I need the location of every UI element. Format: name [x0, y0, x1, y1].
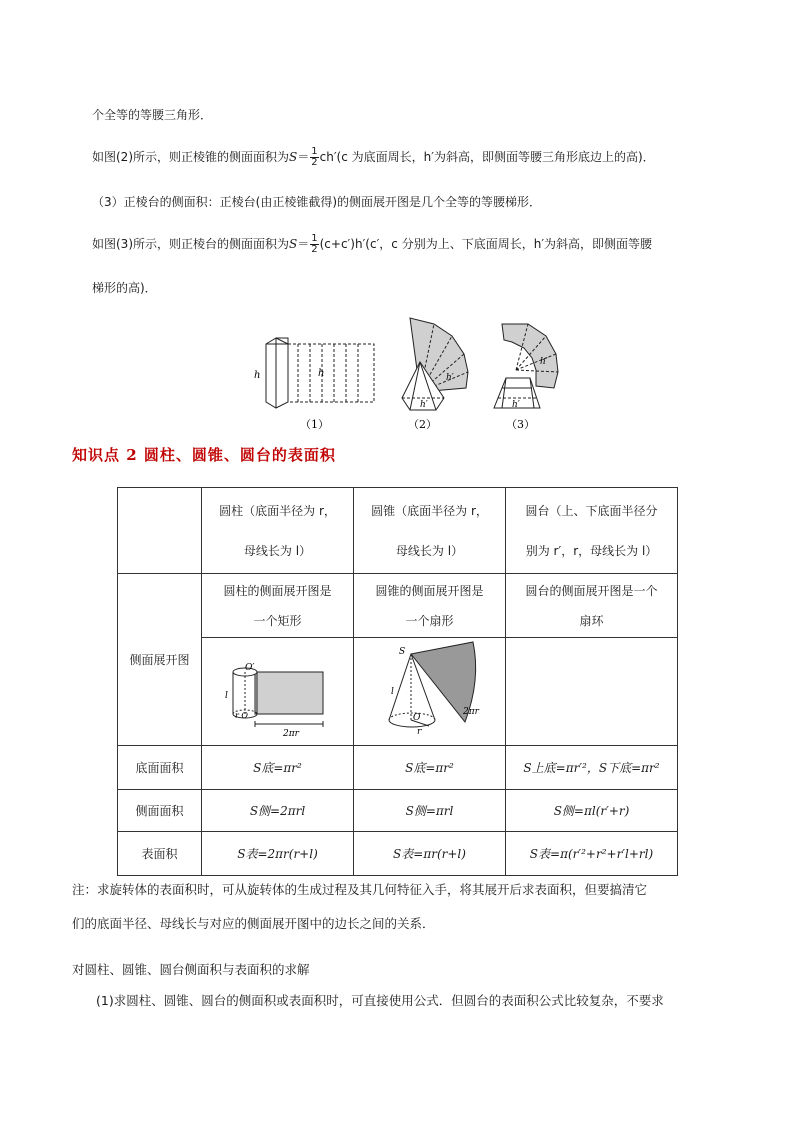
- label-l: l: [390, 687, 394, 697]
- header-line: 圆柱（底面半径为 r，: [219, 503, 336, 518]
- formula-cell: S表=πr(r+l): [354, 832, 506, 876]
- header-line: 母线长为 l）: [395, 543, 464, 558]
- cone-unfold-figure: [355, 640, 505, 740]
- desc-line: 圆柱的侧面展开图是: [223, 583, 332, 598]
- label-hp-3a: h′: [540, 357, 548, 367]
- corner-cell: [118, 488, 202, 574]
- paragraph-line: （3）正棱台的侧面积：正棱台(由正棱锥截得)的侧面展开图是几个全等的等腰梯形．: [92, 195, 542, 209]
- label-s: S: [398, 647, 405, 657]
- header-frustum: [506, 488, 678, 574]
- label-o-prime: O′: [244, 663, 254, 673]
- row-label-unfold: 侧面展开图: [118, 574, 202, 746]
- formula-cell: S底=πr²: [202, 746, 354, 790]
- cylinder-unfold-figure: [203, 640, 353, 740]
- caption-1: （1）: [300, 418, 329, 431]
- table-row: [118, 574, 678, 638]
- cylinder-unfold-figure-cell: [202, 638, 354, 746]
- header-cylinder: [202, 488, 354, 574]
- label-hp-3b: h′: [512, 400, 520, 410]
- formula-cell: S侧=2πrl: [202, 790, 354, 832]
- header-line: 圆锥（底面半径为 r，: [371, 503, 488, 518]
- row-label-total: 表面积: [118, 832, 202, 876]
- header-line: 别为 r′，r，母线长为 l）: [525, 543, 658, 558]
- label-hp-2b: h′: [420, 400, 428, 410]
- text-segment: 如图(3)所示，则正棱台的侧面面积为: [92, 237, 289, 251]
- frustum-unfold-figure-cell: [506, 638, 678, 746]
- desc-line: 一个扇形: [405, 613, 454, 628]
- cone-unfold-figure-cell: [354, 638, 506, 746]
- row-label-base: 底面面积: [118, 746, 202, 790]
- label-r: r: [416, 727, 421, 737]
- text-segment: (c+c′)h′(c′，c 分别为上、下底面周长，h′为斜高，即侧面等腰: [319, 237, 653, 251]
- math-s: S: [289, 150, 298, 164]
- header-line: 母线长为 l）: [243, 543, 312, 558]
- caption-3: （3）: [506, 418, 535, 431]
- unfold-desc-cone: [354, 574, 506, 638]
- label-h-rect: h: [318, 368, 325, 379]
- desc-line: 圆台的侧面展开图是一个: [525, 583, 658, 598]
- fraction-numerator: 1: [311, 146, 318, 157]
- table-row: [118, 638, 678, 746]
- note-line: 对圆柱、圆锥、圆台侧面积与表面积的求解: [72, 962, 310, 977]
- formula-cell: S底=πr²: [354, 746, 506, 790]
- paragraph-line: [92, 234, 652, 255]
- formula-cell: S上底=πr′²，S下底=πr²: [506, 746, 678, 790]
- section-heading: 知识点 2 圆柱、圆锥、圆台的表面积: [72, 446, 336, 464]
- unfold-desc-cylinder: [202, 574, 354, 638]
- label-h: h: [254, 370, 261, 381]
- fraction-denominator: 2: [311, 244, 318, 255]
- paragraph-line: 个全等的等腰三角形．: [92, 108, 213, 122]
- label-hp-2a: h′: [446, 373, 454, 383]
- math-s: S: [289, 237, 298, 251]
- fraction: [310, 234, 318, 255]
- pyramid-unfold-diagram: [402, 318, 468, 410]
- formula-cell: S表=2πr(r+l): [202, 832, 354, 876]
- label-2pir: 2πr: [462, 707, 479, 717]
- formula-cell: S侧=πrl: [354, 790, 506, 832]
- label-r-o: r O: [234, 711, 248, 720]
- header-cone: [354, 488, 506, 574]
- paragraph-line: [92, 147, 655, 168]
- table-row: [118, 832, 678, 876]
- fraction: [310, 147, 318, 168]
- desc-line: 扇环: [579, 613, 604, 628]
- desc-line: 一个矩形: [253, 613, 302, 628]
- text-segment: ch′(c 为底面周长，h′为斜高，即侧面等腰三角形底边上的高)．: [319, 150, 655, 164]
- formula-cell: S侧=πl(r′+r): [506, 790, 678, 832]
- unfold-desc-frustum: [506, 574, 678, 638]
- caption-2: （2）: [408, 418, 437, 431]
- formula-cell: S表=π(r′²+r²+r′l+rl): [506, 832, 678, 876]
- label-l: l: [224, 691, 228, 701]
- label-2pir: 2πr: [282, 729, 299, 739]
- fraction-numerator: 1: [311, 233, 318, 244]
- paragraph-line: 梯形的高)．: [92, 281, 157, 295]
- label-o: O: [412, 713, 420, 723]
- math-eq: ＝: [297, 237, 310, 251]
- row-label-side: 侧面面积: [118, 790, 202, 832]
- table-row: [118, 790, 678, 832]
- note-line: 们的底面半径、母线长与对应的侧面展开图中的边长之间的关系．: [72, 916, 435, 931]
- desc-line: 圆锥的侧面展开图是: [375, 583, 484, 598]
- math-eq: ＝: [297, 150, 310, 164]
- surface-area-table: [117, 487, 678, 876]
- header-line: 圆台（上、下底面半径分: [525, 503, 658, 518]
- note-line: 注：求旋转体的表面积时，可从旋转体的生成过程及其几何特征入手，将其展开后求表面积，但要搞清它: [72, 882, 648, 897]
- frustum-unfold-diagram: [494, 324, 558, 408]
- note-line: (1)求圆柱、圆锥、圆台的侧面积或表面积时，可直接使用公式．但圆台的表面积公式比较复杂，不要求: [96, 993, 664, 1008]
- unfolding-figure: [240, 310, 570, 435]
- table-row: [118, 746, 678, 790]
- fraction-denominator: 2: [311, 157, 318, 168]
- table-header-row: [118, 488, 678, 574]
- text-segment: 如图(2)所示，则正棱锥的侧面面积为: [92, 150, 289, 164]
